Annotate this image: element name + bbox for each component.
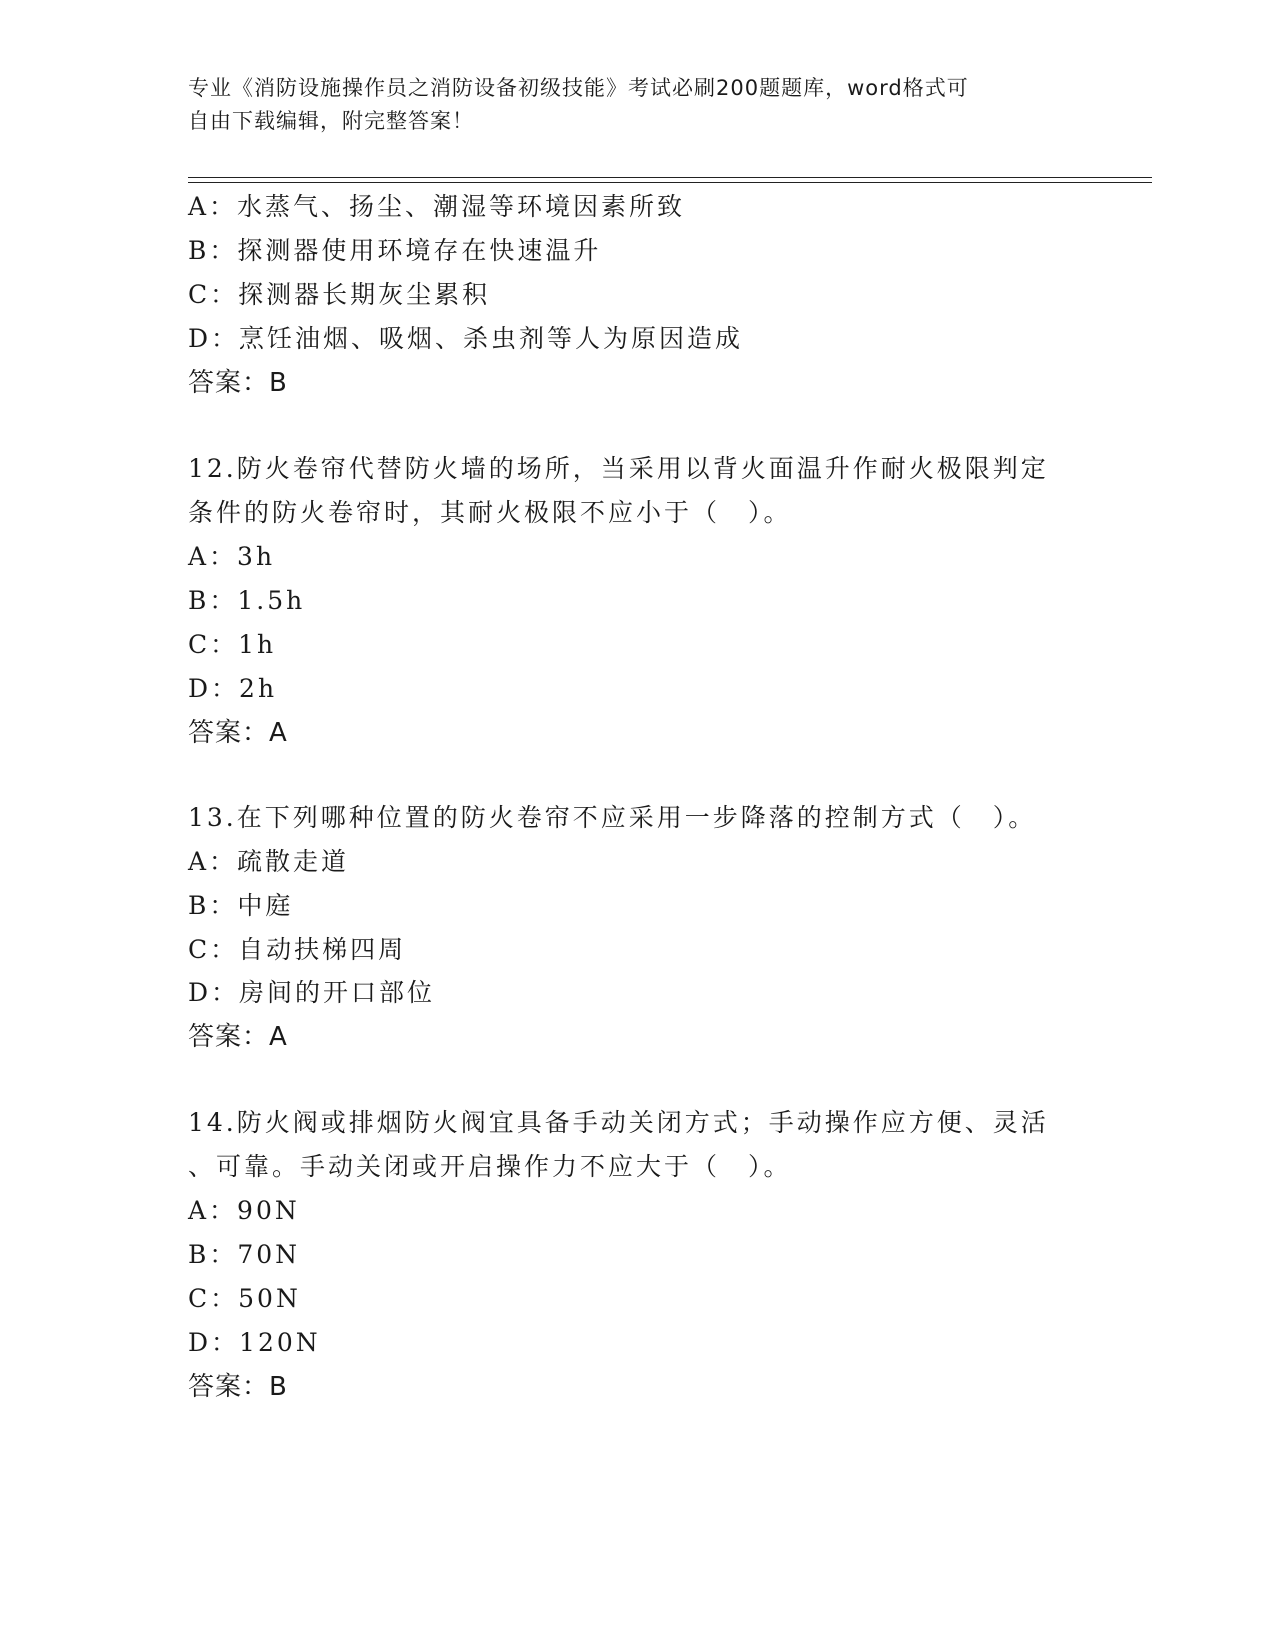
- q14-option-a: A：90N: [188, 1196, 300, 1225]
- q12-option-c: C：1h: [188, 630, 277, 659]
- q14-stem-line-2: 、可靠。手动关闭或开启操作力不应大于（ ）。: [188, 1152, 792, 1181]
- q11-option-a: A：水蒸气、扬尘、潮湿等环境因素所致: [188, 192, 686, 221]
- q12-option-a: A：3h: [188, 542, 276, 571]
- q13-stem-line-1: 13.在下列哪种位置的防火卷帘不应采用一步降落的控制方式（ ）。: [188, 803, 1037, 832]
- header-divider-bottom: [188, 182, 1152, 183]
- q13-option-b: B：中庭: [188, 891, 294, 920]
- document-header: [188, 72, 1068, 138]
- q12-stem-line-1: 12.防火卷帘代替防火墙的场所，当采用以背火面温升作耐火极限判定: [188, 454, 1049, 483]
- q14-answer: 答案：B: [188, 1372, 288, 1402]
- q13-option-a: A：疏散走道: [188, 847, 350, 876]
- q11-answer: 答案：B: [188, 368, 288, 398]
- header-divider-top: [188, 177, 1152, 178]
- q14-option-c: C：50N: [188, 1284, 301, 1313]
- q12-option-b: B：1.5h: [188, 586, 306, 615]
- q11-option-c: C：探测器长期灰尘累积: [188, 280, 491, 309]
- q13-option-c: C：自动扶梯四周: [188, 935, 407, 964]
- q13-option-d: D：房间的开口部位: [188, 978, 436, 1007]
- q11-option-b: B：探测器使用环境存在快速温升: [188, 236, 602, 265]
- header-line-1: 专业《消防设施操作员之消防设备初级技能》考试必刷200题题库，word格式可: [188, 76, 969, 100]
- header-line-2: 自由下载编辑，附完整答案！: [188, 109, 474, 133]
- q12-option-d: D：2h: [188, 674, 278, 703]
- q12-answer: 答案：A: [188, 718, 288, 748]
- q14-option-d: D：120N: [188, 1328, 321, 1357]
- q14-option-b: B：70N: [188, 1240, 301, 1269]
- q13-answer: 答案：A: [188, 1022, 288, 1052]
- q11-option-d: D：烹饪油烟、吸烟、杀虫剂等人为原因造成: [188, 324, 744, 353]
- q14-stem-line-1: 14.防火阀或排烟防火阀宜具备手动关闭方式；手动操作应方便、灵活: [188, 1108, 1049, 1137]
- q12-stem-line-2: 条件的防火卷帘时，其耐火极限不应小于（ ）。: [188, 498, 792, 527]
